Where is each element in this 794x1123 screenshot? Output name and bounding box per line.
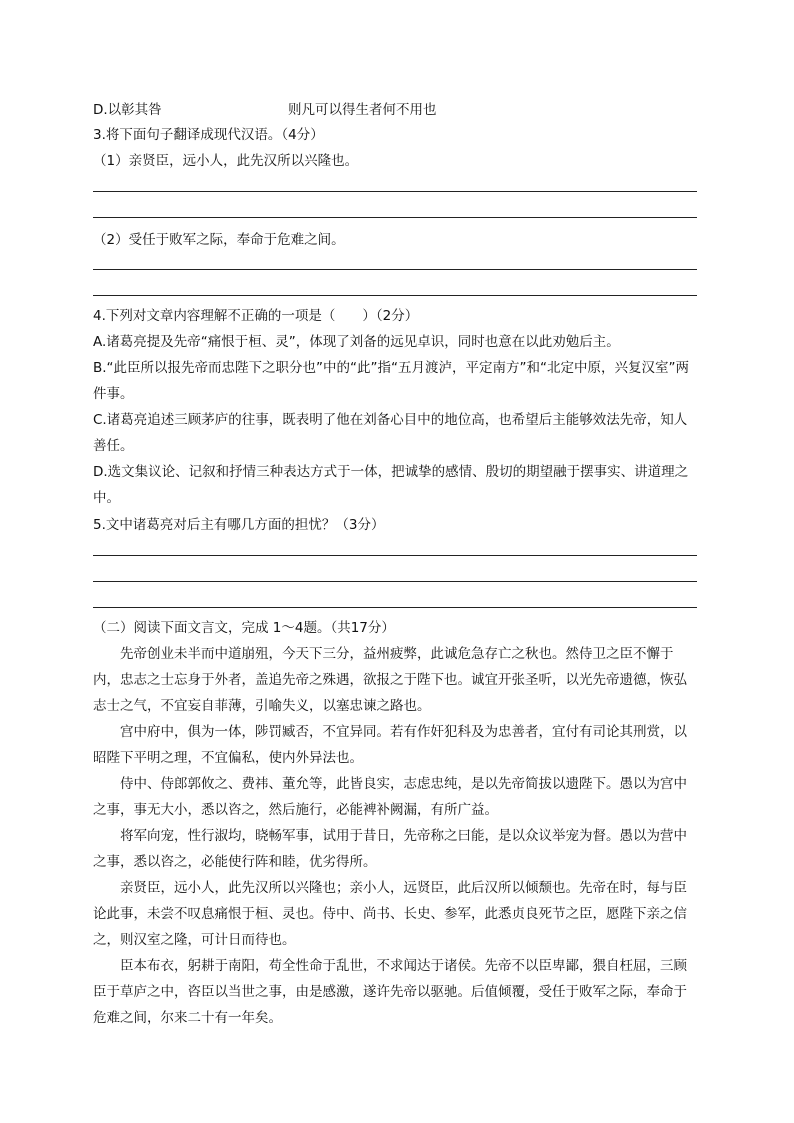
q3-sentence-1: （1）亲贤臣，远小人，此先汉所以兴隆也。 [93,153,359,169]
answer-line[interactable] [93,607,697,608]
q2-option-d-left: D.以彰其咎 [93,102,162,118]
q4-option-b: B.“此臣所以报先帝而忠陛下之职分也”中的“此”指“五月渡泸，平定南方”和“北定中原，兴复汉室”两件事。 [93,360,690,402]
q4-option-a: A.诸葛亮提及先帝“痛恨于桓、灵”，体现了刘备的远见卓识，同时也意在以此劝勉后主。 [93,334,620,350]
q4-title: 4.下列对文章内容理解不正确的一项是（ ）（2分） [93,308,419,324]
passage-paragraph-1: 先帝创业未半而中道崩殂，今天下三分，益州疲弊，此诚危急存亡之秋也。然侍卫之臣不懈于内，忠志之士忘身于外者，盖追先帝之殊遇，欲报之于陛下也。诚宜开张圣听，以光先帝遗德，恢弘志士之气，不宜妄自菲薄，引喻失义，以塞忠谏之路也。 [93,646,687,714]
q3-title: 3.将下面句子翻译成现代汉语。（4分） [93,127,324,143]
answer-line[interactable] [93,295,697,296]
answer-line[interactable] [93,191,697,192]
q4-option-c: C.诸葛亮追述三顾茅庐的往事，既表明了他在刘备心目中的地位高，也希望后主能够效法先帝，知人善任。 [93,412,688,454]
passage-paragraph-6: 臣本布衣，躬耕于南阳，苟全性命于乱世，不求闻达于诸侯。先帝不以臣卑鄙，猥自枉屈，三顾臣于草庐之中，咨臣以当世之事，由是感激，遂许先帝以驱驰。后值倾覆，受任于败军之际，奉命于危难之间，尔来二十有一年矣。 [93,958,687,1026]
answer-line[interactable] [93,581,697,582]
passage-paragraph-2: 宫中府中，俱为一体，陟罚臧否，不宜异同。若有作奸犯科及为忠善者，宜付有司论其刑赏，以昭陛下平明之理，不宜偏私，使内外异法也。 [93,724,687,766]
answer-line[interactable] [93,269,697,270]
passage-paragraph-4: 将军向宠，性行淑均，晓畅军事，试用于昔日，先帝称之曰能，是以众议举宠为督。愚以为营中之事，悉以咨之，必能使行阵和睦，优劣得所。 [93,828,687,870]
q3-sentence-2: （2）受任于败军之际，奉命于危难之间。 [93,232,345,248]
answer-line[interactable] [93,217,697,218]
answer-line[interactable] [93,555,697,556]
q5-title: 5.文中诸葛亮对后主有哪几方面的担忧？（3分） [93,517,385,533]
q4-option-d: D.选文集议论、记叙和抒情三种表达方式于一体，把诚挚的感情、殷切的期望融于摆事实、讲道理之中。 [93,464,689,506]
passage-paragraph-3: 侍中、侍郎郭攸之、费祎、董允等，此皆良实，志虑忠纯，是以先帝简拔以遗陛下。愚以为宫中之事，事无大小，悉以咨之，然后施行，必能裨补阙漏，有所广益。 [93,776,687,818]
q2-option-d [93,100,162,120]
passage-paragraph-5: 亲贤臣，远小人，此先汉所以兴隆也；亲小人，远贤臣，此后汉所以倾颓也。先帝在时，每与臣论此事，未尝不叹息痛恨于桓、灵也。侍中、尚书、长史、参军，此悉贞良死节之臣，愿陛下亲之信之，则汉室之隆，可计日而待也。 [93,880,687,948]
q2-option-d-right: 则凡可以得生者何不用也 [288,102,437,118]
section2-heading: （二）阅读下面文言文，完成 1～4题。（共17分） [93,620,395,636]
